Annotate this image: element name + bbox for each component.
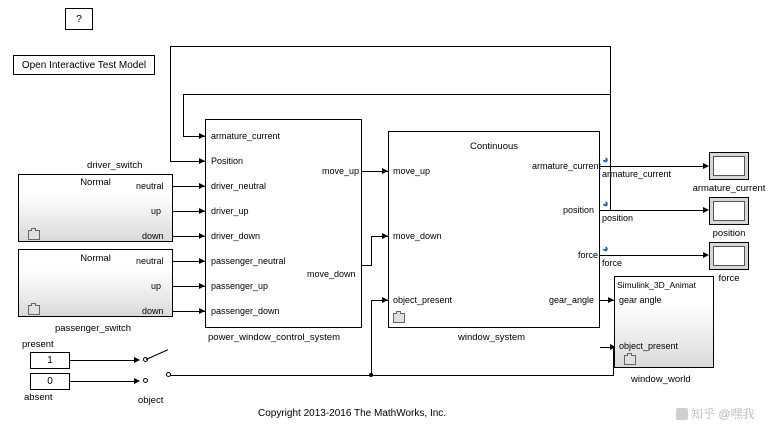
ws-out-force: force [578, 250, 599, 260]
wire-move-down-b [371, 236, 372, 265]
ws-out-position: position [563, 205, 595, 215]
driver-switch-port-neutral: neutral [136, 181, 164, 191]
watermark-text: 知乎 @嘿我 [691, 407, 755, 421]
pwcs-in-passenger-neutral: passenger_neutral [211, 256, 286, 266]
passenger-switch-subsystem-icon [28, 305, 40, 315]
watermark-logo-icon [676, 408, 688, 420]
scope-force-screen [713, 246, 745, 266]
driver-switch-port-down: down [142, 231, 164, 241]
pwcs-in-passenger-down: passenger_down [211, 306, 280, 316]
wire-object-to-world [371, 375, 614, 376]
help-button[interactable]: ? [65, 8, 93, 30]
pwcs-in-position: Position [211, 156, 244, 166]
wire-object-main [168, 375, 371, 376]
constant-present-block[interactable]: 1 [30, 352, 70, 369]
scope-force[interactable] [709, 242, 749, 270]
power-window-control-system-block[interactable] [205, 119, 362, 328]
wire-position-feedback-right [610, 46, 611, 210]
pwcs-out-move-down: move_down [307, 269, 356, 279]
wire-armature-feedback-left [183, 94, 184, 136]
ws-in-move-up: move_up [393, 166, 431, 176]
copyright-text: Copyright 2013-2016 The MathWorks, Inc. [258, 408, 447, 419]
constant-absent-label: absent [24, 392, 53, 403]
scope-armature-current-label: armature_current [692, 183, 766, 194]
driver-switch-inner-title: Normal [80, 177, 111, 188]
signal-tag-armature-current: armature_current [602, 169, 672, 179]
ws-in-move-down: move_down [393, 231, 442, 241]
scope-position[interactable] [709, 197, 749, 225]
pwcs-in-driver-down: driver_down [211, 231, 261, 241]
driver-switch-port-up: up [151, 206, 162, 216]
pwcs-in-armature-current: armature_current [211, 131, 281, 141]
passenger-switch-inner-title: Normal [80, 253, 111, 264]
wire-const-absent [70, 381, 138, 382]
wire-armature-to-scope [600, 166, 703, 167]
window-world-inner-title: Simulink_3D_Animat [617, 280, 696, 290]
window-system-subsystem-icon [393, 313, 405, 323]
position-tag-icon: ◕ [602, 198, 609, 210]
switch-blade [146, 349, 168, 360]
ws-out-armature-current: armature_current [532, 161, 602, 171]
wire-position-feedback-horiz [170, 46, 610, 47]
scope-force-label: force [718, 273, 740, 284]
driver-switch-subsystem-icon [28, 230, 40, 240]
switch-input-node-2 [143, 378, 148, 383]
passenger-switch-port-down: down [142, 306, 164, 316]
scope-armature-current-screen [713, 156, 745, 176]
constant-absent-block[interactable]: 0 [30, 373, 70, 390]
window-world-subsystem-icon [624, 355, 636, 365]
wire-object-up [371, 300, 372, 375]
ww-in-gear-angle: gear angle [619, 295, 662, 305]
driver-switch-label: driver_switch [87, 160, 143, 171]
wire-move-down-a [362, 265, 372, 266]
force-tag-icon: ◕ [602, 243, 609, 255]
passenger-switch-port-neutral: neutral [136, 256, 164, 266]
arrow-const-absent [134, 378, 140, 384]
scope-position-screen [713, 201, 745, 221]
wire-const-present [70, 360, 138, 361]
window-world-label: window_world [631, 374, 691, 385]
scope-position-label: position [712, 228, 746, 239]
scope-armature-current[interactable] [709, 152, 749, 180]
ws-in-object-present: object_present [393, 295, 453, 305]
pwcs-in-passenger-up: passenger_up [211, 281, 269, 291]
armature-current-tag-icon: ◕ [602, 154, 609, 166]
signal-tag-force: force [602, 258, 623, 268]
signal-tag-position: position [602, 213, 634, 223]
switch-label: object [138, 395, 164, 406]
constant-present-label: present [22, 339, 54, 350]
arrow-const-present [134, 357, 140, 363]
switch-output-node [166, 372, 171, 377]
pwcs-in-driver-up: driver_up [211, 206, 249, 216]
watermark [676, 405, 755, 422]
ws-out-gear-angle: gear_angle [549, 295, 595, 305]
passenger-switch-port-up: up [151, 281, 162, 291]
wire-position-to-scope [600, 210, 703, 211]
window-system-inner-title: Continuous [469, 141, 519, 152]
wire-armature-feedback-horiz [183, 94, 611, 95]
open-interactive-test-model-button[interactable]: Open Interactive Test Model [13, 55, 155, 75]
wire-position-feedback-left [170, 46, 171, 161]
pwcs-label: power_window_control_system [208, 332, 341, 343]
pwcs-in-driver-neutral: driver_neutral [211, 181, 267, 191]
window-system-label: window_system [458, 332, 526, 343]
wire-force-to-scope [600, 255, 703, 256]
passenger-switch-label: passenger_switch [55, 323, 132, 334]
pwcs-out-move-up: move_up [322, 166, 360, 176]
ww-in-object-present: object_present [619, 341, 679, 351]
